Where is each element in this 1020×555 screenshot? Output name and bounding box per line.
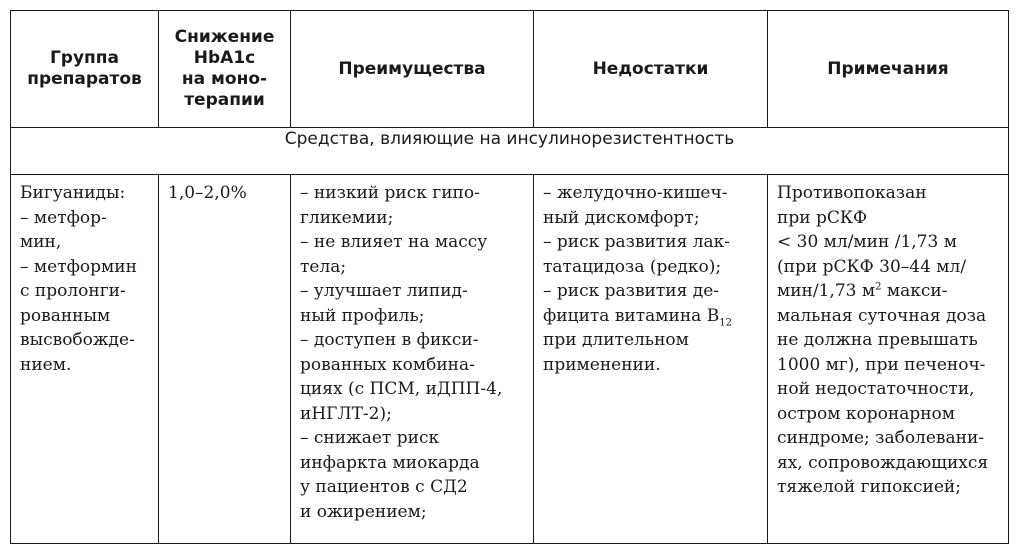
header-line: HbA1c (193, 48, 256, 68)
header-row (11, 11, 1009, 128)
text-line: ной недостаточности, (777, 379, 975, 399)
text-line: татацидоза (редко); (543, 256, 722, 277)
text-line: – метфор- (20, 207, 107, 228)
header-notes (768, 11, 1009, 128)
cell-advantages (291, 175, 534, 544)
text-line-b12 (543, 304, 759, 329)
text-line: ный дискомфорт; (543, 207, 700, 228)
text-line: инфаркта миокарда (300, 452, 480, 473)
text-line: – риск развития де- (543, 281, 719, 301)
text-line: тела; (300, 256, 347, 277)
subscript: 12 (719, 316, 732, 328)
header-line: на моно- (181, 69, 268, 89)
header-drug-group (11, 11, 159, 128)
text-line: гликемии; (300, 207, 394, 228)
text-line: 1,0–2,0% (168, 183, 247, 203)
text-line: – доступен в фикси- (300, 330, 479, 350)
text-line: тяжелой гипоксией; (777, 477, 961, 497)
text-fragment: фицита витамина B (543, 305, 720, 326)
text-line: – улучшает липид- (300, 281, 468, 301)
section-title: Средства, влияющие на инсулинорезистентность (11, 128, 1009, 175)
cell-disadvantages (534, 175, 768, 544)
header-advantages (291, 11, 534, 128)
text-line: нием. (20, 354, 72, 375)
text-line: иНГЛТ-2); (300, 403, 392, 424)
section-row (11, 128, 1009, 175)
header-line: Примечания (827, 58, 949, 79)
text-line: 1000 мг), при печеноч- (777, 354, 986, 375)
text-line: применении. (543, 354, 661, 375)
text-line: – не влияет на массу (300, 232, 488, 252)
text-line: мальная суточная доза (777, 305, 987, 326)
text-line: и ожирением; (300, 501, 427, 522)
text-line: – риск развития лак- (543, 232, 731, 252)
text-line: синдроме; заболевани- (777, 428, 985, 448)
cell-drug-group (11, 175, 159, 544)
text-line: рованных комбина- (300, 354, 475, 375)
text-fragment: макси- (881, 281, 948, 301)
text-line: с пролонги- (20, 281, 126, 301)
text-line: Бигуаниды: (20, 183, 126, 203)
cell-notes (768, 175, 1009, 544)
text-line: – желудочно-кишеч- (543, 183, 728, 203)
text-line: остром коронарном (777, 403, 956, 424)
text-fragment: мин/1,73 м (777, 281, 876, 301)
text-line: < 30 мл/мин /1,73 м (777, 232, 957, 252)
text-line: – снижает риск (300, 428, 440, 448)
text-line: у пациентов с СД2 (300, 477, 468, 497)
header-line: терапии (184, 90, 265, 110)
cell-hba1c (159, 175, 291, 544)
text-line: при длительном (543, 330, 689, 350)
text-line-m2 (777, 279, 1000, 304)
header-line: Группа (49, 48, 120, 68)
superscript: 2 (875, 281, 882, 293)
text-line: ях, сопровождающихся (777, 452, 989, 473)
text-line: мин, (20, 232, 62, 252)
text-line: не должна превышать (777, 330, 978, 350)
text-line: Противопоказан (777, 183, 927, 203)
header-line: Недостатки (592, 58, 709, 79)
text-line: (при рСКФ 30–44 мл/ (777, 256, 967, 277)
header-line: Преимущества (338, 58, 486, 79)
header-disadvantages (534, 11, 768, 128)
table-row (11, 175, 1009, 544)
drug-comparison-table (10, 10, 1009, 544)
text-line: высвобожде- (20, 330, 135, 350)
header-line: препаратов (27, 69, 142, 89)
text-line: – низкий риск гипо- (300, 183, 480, 203)
header-hba1c-reduction (159, 11, 291, 128)
text-line: при рСКФ (777, 207, 868, 228)
text-line: – метформин (20, 256, 137, 277)
text-line: циях (с ПСМ, иДПП-4, (300, 379, 503, 399)
header-line: Снижение (174, 27, 275, 47)
text-line: рованным (20, 305, 111, 326)
text-line: ный профиль; (300, 305, 425, 326)
